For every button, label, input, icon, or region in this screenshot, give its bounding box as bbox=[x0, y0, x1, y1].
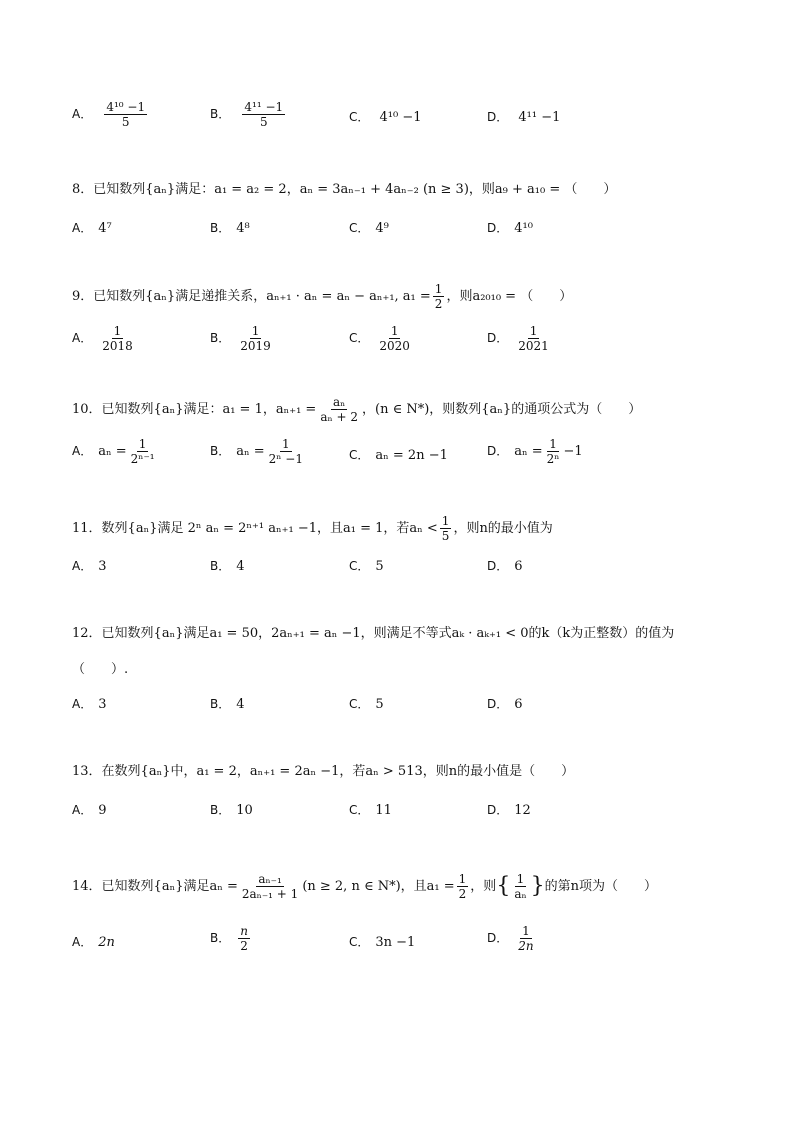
option-a[interactable]: A． aₙ = $\frac{1}{\text{2ⁿ⁻¹}}$ bbox=[72, 437, 155, 466]
option-d[interactable]: D． $\frac{1}{2n}$ bbox=[487, 924, 534, 953]
option-b[interactable]: B． $\frac{n}{2}$ bbox=[210, 924, 248, 953]
question-stem: 11．数列{aₙ}满足 2ⁿ aₙ = 2ⁿ⁺¹ aₙ₊₁ −1，且a₁ = 1，若aₙ < $\frac{1}{5}$ ，则n的最小值为 bbox=[72, 514, 553, 543]
question-stem: 9．已知数列{aₙ}满足递推关系，aₙ₊₁ · aₙ = aₙ − aₙ₊₁, a₁ = $\frac{1}{2}$ ，则a₂₀₁₀ = （ ） bbox=[72, 282, 573, 311]
question-stem: 12．已知数列{aₙ}满足a₁ = 50，2aₙ₊₁ = aₙ −1，则满足不等式aₖ · aₖ₊₁ < 0的k（k为正整数）的值为 bbox=[72, 626, 675, 641]
option-a[interactable]: A． 2n bbox=[72, 935, 115, 950]
option-a[interactable]: A． 4⁷ bbox=[72, 221, 112, 236]
option-c[interactable]: C． $\frac{1}{2020}$ bbox=[349, 324, 410, 353]
question-stem: 8．已知数列{aₙ}满足：a₁ = a₂ = 2，aₙ = 3aₙ₋₁ + 4aₙ₋₂ (n ≥ 3)，则a₉ + a₁₀ = （ ） bbox=[72, 182, 617, 197]
option-b[interactable]: B． $\frac{1}{2019}$ bbox=[210, 324, 271, 353]
option-c[interactable]: C． 4¹⁰ −1 bbox=[349, 110, 422, 125]
option-a[interactable]: A． $\frac{1}{2018}$ bbox=[72, 324, 133, 353]
option-a[interactable]: A． 3 bbox=[72, 559, 107, 574]
option-d[interactable]: D． 6 bbox=[487, 559, 523, 574]
fraction: $\frac{\text{4¹⁰ −1}}{5}$ bbox=[106, 100, 146, 129]
option-c[interactable]: C． 4⁹ bbox=[349, 221, 389, 236]
option-d[interactable]: D． 12 bbox=[487, 803, 531, 818]
fraction: $\frac{\text{4¹¹ −1}}{5}$ bbox=[244, 100, 284, 129]
question-stem: 13．在数列{aₙ}中，a₁ = 2，aₙ₊₁ = 2aₙ −1，若aₙ > 513，则n的最小值是（ ） bbox=[72, 764, 575, 779]
option-c[interactable]: C． 11 bbox=[349, 803, 392, 818]
option-d[interactable]: D． aₙ = $\frac{1}{\text{2ⁿ}}$ −1 bbox=[487, 437, 583, 466]
question-stem-cont: （ ）. bbox=[72, 662, 129, 677]
option-a[interactable]: A． 9 bbox=[72, 803, 107, 818]
question-stem: 10．已知数列{aₙ}满足：a₁ = 1，aₙ₊₁ = $\frac{\text{aₙ}}{\text{aₙ + 2}}$ ，(n ∈ N*)，则数列{aₙ}的通项公式为（ ） bbox=[72, 395, 642, 424]
option-c[interactable]: C． 5 bbox=[349, 697, 384, 712]
option-b[interactable]: B． 4 bbox=[210, 697, 245, 712]
option-d[interactable]: D． 4¹⁰ bbox=[487, 221, 533, 236]
option-b[interactable]: B． 4 bbox=[210, 559, 245, 574]
option-b[interactable]: B． 10 bbox=[210, 803, 253, 818]
option-c[interactable]: C． 5 bbox=[349, 559, 384, 574]
option-a[interactable]: A． 3 bbox=[72, 697, 107, 712]
option-a[interactable]: A． $\frac{\text{4¹⁰ −1}}{5}$ bbox=[72, 100, 146, 129]
option-d[interactable]: D． 6 bbox=[487, 697, 523, 712]
option-c[interactable]: C． aₙ = 2n −1 bbox=[349, 448, 448, 463]
option-c[interactable]: C． 3n −1 bbox=[349, 935, 416, 950]
option-d[interactable]: D． 4¹¹ −1 bbox=[487, 110, 561, 125]
option-b[interactable]: B． 4⁸ bbox=[210, 221, 250, 236]
question-stem: 14．已知数列{aₙ}满足aₙ = $\frac{\text{aₙ₋₁}}{\text{2aₙ₋₁ + 1}}$ (n ≥ 2, n ∈ N*)，且a₁ = $\frac{1}{2}$ ，则{ $\frac{1}{\text{aₙ}}$ }的第n项为（ ） bbox=[72, 872, 658, 901]
option-b[interactable]: B． $\frac{\text{4¹¹ −1}}{5}$ bbox=[210, 100, 284, 129]
option-b[interactable]: B． aₙ = $\frac{1}{\text{2ⁿ −1}}$ bbox=[210, 437, 303, 466]
option-d[interactable]: D． $\frac{1}{2021}$ bbox=[487, 324, 549, 353]
